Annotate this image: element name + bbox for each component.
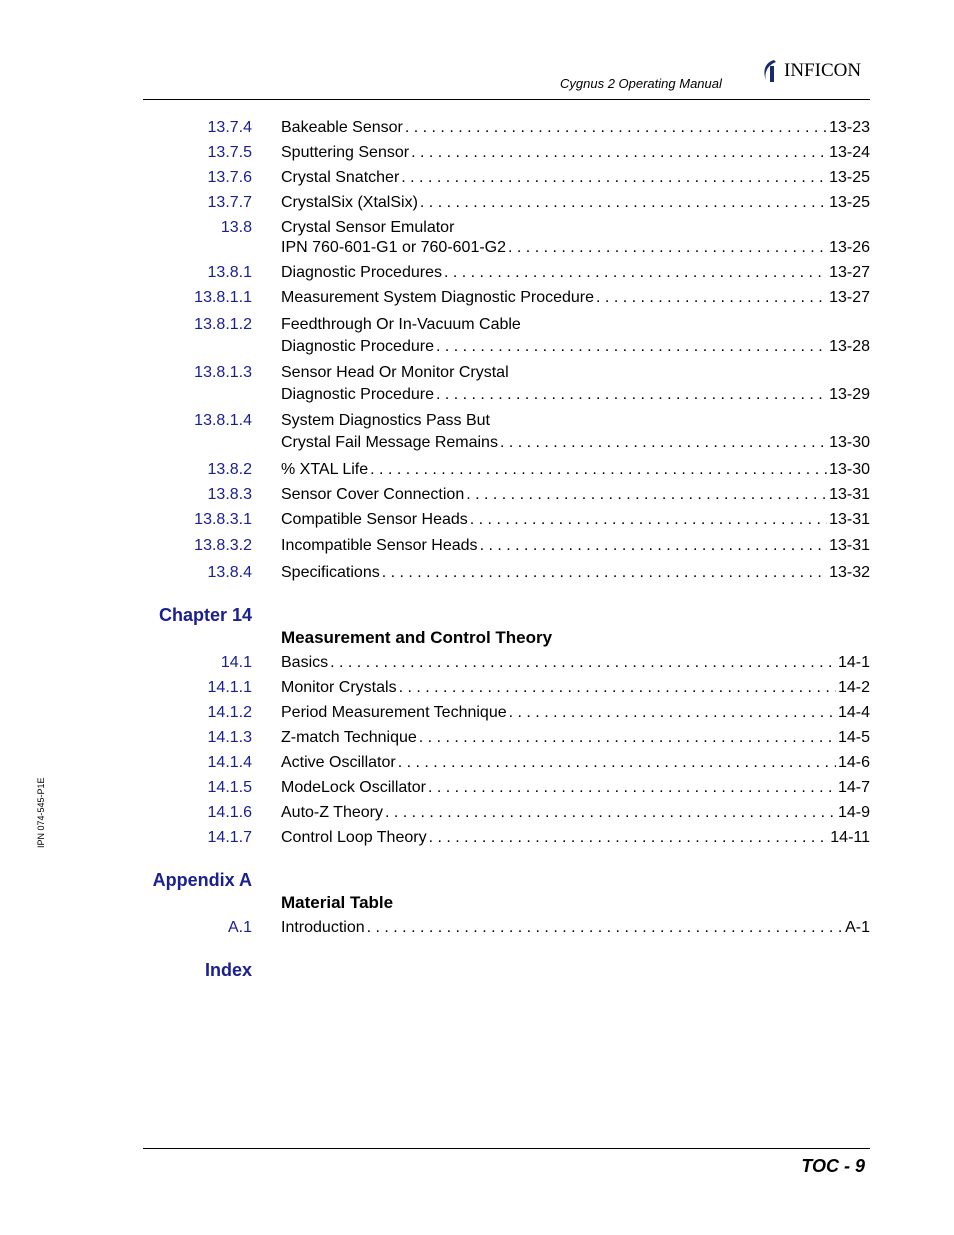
inficon-logo-icon [760,58,782,84]
toc-entry[interactable] [0,564,954,588]
toc-entry-first-line[interactable] [0,316,954,340]
toc-number: 14.1 [220,654,252,671]
toc-entry[interactable] [0,169,954,193]
toc-entry[interactable] [0,338,954,362]
toc-page: 14-6 [837,754,870,771]
toc-title: Incompatible Sensor Heads . . . [281,537,870,555]
toc-entry[interactable] [0,804,954,828]
toc-entry[interactable] [0,829,954,853]
toc-entry[interactable] [0,919,954,943]
chapter-14-title[interactable]: Measurement and Control Theory [281,628,553,647]
footer-rule [143,1148,870,1149]
toc-entry-first-line[interactable] [0,364,954,388]
toc-page: 13-23 [829,119,870,136]
toc-entry[interactable] [0,434,954,458]
toc-title: Specifications . . . [281,564,870,582]
toc-entry[interactable] [0,264,954,288]
toc-page: 13-29 [829,386,870,403]
toc-title: Basics . . . [281,654,870,672]
toc-page: 13-31 [829,511,870,528]
inficon-logo [760,58,875,86]
toc-page: 13-30 [829,434,870,451]
toc-number: 13.8.1.1 [194,289,252,306]
toc-title-line1: Sensor Head Or Monitor Crystal [281,364,509,381]
toc-page: 13-26 [829,239,870,256]
toc-page: 14-11 [830,829,870,846]
toc-title: Compatible Sensor Heads . . . [281,511,870,529]
toc-number: 13.8.4 [207,564,252,581]
index-label[interactable]: Index [204,960,252,980]
toc-number: 13.8.1 [207,264,252,281]
toc-title: Z-match Technique . . . [281,729,870,747]
toc-number: 13.7.7 [207,194,252,211]
toc-entry[interactable] [0,729,954,753]
toc-entry[interactable] [0,779,954,803]
toc-page: 13-31 [829,537,870,554]
toc-entry[interactable] [0,194,954,218]
toc-page: A-1 [845,919,870,936]
toc-page: 13-28 [829,338,870,355]
toc-page: 13-27 [829,289,870,306]
toc-title: Auto-Z Theory . . . [281,804,870,822]
toc-number: 13.8.2 [207,461,252,478]
page-number: TOC - 9 [801,1156,865,1176]
toc-entry[interactable] [0,654,954,678]
toc-page: 13-25 [829,194,870,211]
toc-title: Introduction . . . [281,919,870,937]
toc-entry[interactable] [0,386,954,410]
toc-page: 13-25 [829,169,870,186]
toc-title: Period Measurement Technique . . . [281,704,870,722]
toc-number: 14.1.6 [207,804,252,821]
toc-entry[interactable] [0,289,954,313]
toc-entry-first-line[interactable] [0,412,954,436]
toc-page: 13-24 [829,144,870,161]
appendix-a-label[interactable]: Appendix A [152,870,252,890]
toc-number: 13.8.3.1 [194,511,252,528]
toc-page: 14-9 [837,804,870,821]
toc-title: Bakeable Sensor . . . [281,119,870,137]
toc-entry[interactable] [0,486,954,510]
toc-entry[interactable] [0,239,954,263]
toc-entry[interactable] [0,754,954,778]
toc-number: 13.8.1.3 [194,364,252,381]
ipn-side-text: IPN 074-545-P1E [36,777,46,848]
toc-number: 14.1.1 [207,679,252,696]
toc-title-line2: Diagnostic Procedure . . . [281,386,870,404]
toc-title: % XTAL Life . . . [281,461,870,479]
toc-number: 13.8.1.2 [194,316,252,333]
chapter-14-label[interactable]: Chapter 14 [158,605,252,625]
toc-page: 13-27 [829,264,870,281]
toc-number: 13.7.4 [207,119,252,136]
toc-number: 13.7.6 [207,169,252,186]
toc-title: Sputtering Sensor . . . [281,144,870,162]
toc-title: CrystalSix (XtalSix) . . . [281,194,870,212]
toc-entry[interactable] [0,679,954,703]
toc-entry[interactable] [0,119,954,143]
toc-page: 14-2 [837,679,870,696]
logo-text: INFICON [784,60,862,81]
toc-title-line1: Feedthrough Or In-Vacuum Cable [281,316,521,333]
toc-title: Active Oscillator . . . [281,754,870,772]
toc-number: 13.8.1.4 [194,412,252,429]
toc-title: Diagnostic Procedures . . . [281,264,870,282]
manual-title: Cygnus 2 Operating Manual [560,76,722,91]
toc-title: Monitor Crystals . . . [281,679,870,697]
toc-number: A.1 [227,919,252,936]
toc-title: Measurement System Diagnostic Procedure . . . [281,289,870,307]
toc-title-line2: Diagnostic Procedure . . . [281,338,870,356]
toc-page: 14-5 [837,729,870,746]
toc-title-line2: IPN 760-601-G1 or 760-601-G2 . . . [281,239,870,257]
header-rule [143,99,870,100]
toc-title: Sensor Cover Connection . . . [281,486,870,504]
toc-entry[interactable] [0,704,954,728]
toc-number: 13.8.3 [207,486,252,503]
toc-page: 14-1 [837,654,870,671]
toc-page: 14-4 [837,704,870,721]
toc-number: 13.8.3.2 [194,537,252,554]
toc-number: 13.8 [220,219,252,236]
toc-number: 13.7.5 [207,144,252,161]
toc-entry[interactable] [0,537,954,561]
toc-number: 14.1.3 [207,729,252,746]
toc-title-line1: System Diagnostics Pass But [281,412,490,429]
toc-entry[interactable] [0,461,954,485]
toc-page: 13-32 [829,564,870,581]
toc-title: Control Loop Theory . . . [281,829,870,847]
toc-number: 14.1.4 [207,754,252,771]
appendix-a-title[interactable]: Material Table [281,893,394,912]
toc-number: 14.1.2 [207,704,252,721]
toc-title-line1: Crystal Sensor Emulator [281,219,455,236]
toc-title: ModeLock Oscillator . . . [281,779,870,797]
toc-page: 13-30 [829,461,870,478]
toc-entry[interactable] [0,511,954,535]
toc-title-line2: Crystal Fail Message Remains . . . [281,434,870,452]
toc-number: 14.1.7 [207,829,252,846]
toc-page: 13-31 [829,486,870,503]
toc-page: 14-7 [837,779,870,796]
toc-title: Crystal Snatcher . . . [281,169,870,187]
toc-entry[interactable] [0,144,954,168]
toc-number: 14.1.5 [207,779,252,796]
